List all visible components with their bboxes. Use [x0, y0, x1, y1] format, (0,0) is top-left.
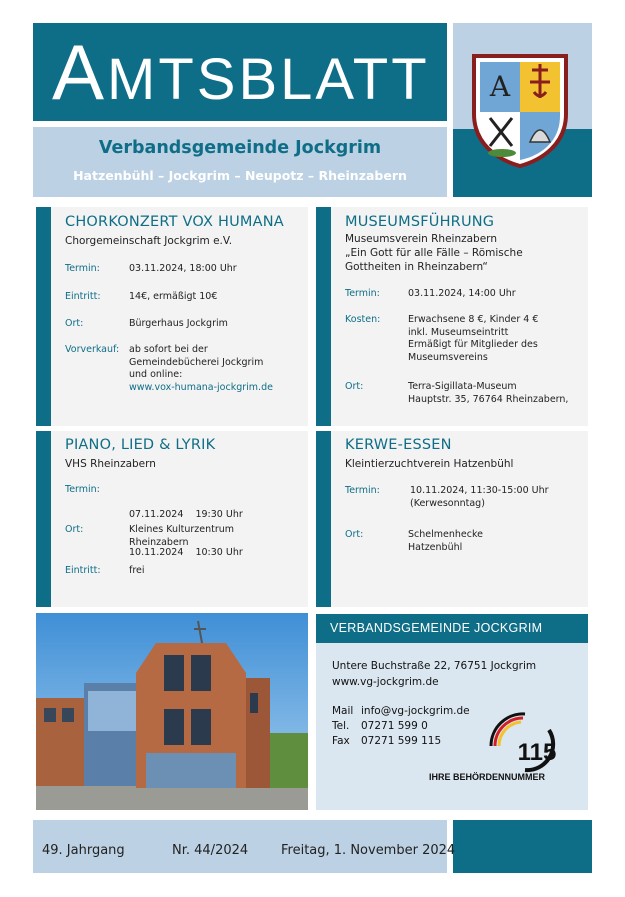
termin-line: 10.11.2024, 11:30-15:00 Uhr: [410, 485, 549, 496]
contact-web[interactable]: www.vg-jockgrim.de: [332, 676, 439, 688]
contact-fax-label: Fax: [332, 735, 350, 747]
contact-address: Untere Buchstraße 22, 76751 Jockgrim: [332, 660, 537, 672]
ort-label: Ort:: [65, 524, 84, 535]
contact-mail[interactable]: info@vg-jockgrim.de: [361, 705, 470, 717]
ort-label: Ort:: [65, 318, 84, 329]
event-organizer: Kleintierzuchtverein Hatzenbühl: [345, 458, 514, 470]
termin-label: Termin:: [65, 263, 100, 274]
event-organizer: [345, 232, 523, 274]
contact-tel-label: Tel.: [332, 720, 350, 732]
masthead-title-initial: A: [52, 28, 108, 116]
termin-line: (Kerwesonntag): [410, 497, 485, 509]
kosten-line: Museumsvereins: [408, 351, 488, 363]
ort-label: Ort:: [345, 381, 364, 392]
masthead-title-rest: MTSBLATT: [107, 47, 430, 112]
ort-value: [129, 524, 234, 549]
card-stripe: [36, 207, 51, 426]
behoerdennummer-115-icon: [425, 708, 585, 784]
ort-label: Ort:: [345, 529, 364, 540]
kosten-value: [408, 314, 538, 364]
termin-value: 03.11.2024, 18:00 Uhr: [129, 263, 237, 274]
organizer-line: Museumsverein Rheinzabern: [345, 233, 497, 245]
card-stripe: [316, 207, 331, 426]
ort-line: Kleines Kulturzentrum: [129, 524, 235, 535]
organizer-line: „Ein Gott für alle Fälle – Römische: [345, 247, 523, 259]
event-organizer: Chorgemeinschaft Jockgrim e.V.: [65, 235, 233, 247]
ort-line: Hatzenbühl: [408, 541, 463, 553]
vorverkauf-line: und online:: [129, 369, 183, 380]
termin-line: 10.11.2024 10:30 Uhr: [129, 546, 243, 558]
vorverkauf-value: [129, 344, 273, 394]
termin-label: Termin:: [345, 485, 380, 496]
ort-value: [408, 529, 483, 554]
ort-line: Rheinzabern: [129, 536, 189, 548]
building-photo: [36, 613, 308, 810]
eintritt-value: frei: [129, 565, 145, 576]
kosten-line: inkl. Museumseintritt: [408, 326, 509, 338]
svg-text:A: A: [489, 70, 511, 103]
event-card-chorkonzert: [36, 207, 308, 426]
event-title: CHORKONZERT VOX HUMANA: [65, 214, 284, 230]
event-card-piano: [36, 431, 308, 607]
kosten-label: Kosten:: [345, 314, 381, 325]
ort-line: Hauptstr. 35, 76764 Rheinzabern,: [408, 393, 569, 405]
card-stripe: [316, 431, 331, 607]
ort-value: Bürgerhaus Jockgrim: [129, 318, 228, 329]
termin-line: 07.11.2024 19:30 Uhr: [129, 509, 243, 520]
contact-heading: VERBANDSGEMEINDE JOCKGRIM: [316, 614, 588, 643]
termin-value: [410, 485, 549, 510]
coat-of-arms-icon: [470, 52, 570, 168]
publisher-name: Verbandsgemeinde Jockgrim: [98, 138, 382, 158]
ort-value: [408, 381, 568, 406]
card-stripe: [36, 431, 51, 607]
event-card-kerwe: [316, 431, 588, 607]
footer-datum: Freitag, 1. November 2024: [281, 843, 456, 858]
event-title: PIANO, LIED & LYRIK: [65, 437, 216, 453]
event-organizer: VHS Rheinzabern: [65, 458, 156, 470]
logo-text: IHRE BEHÖRDENNUMMER: [429, 772, 546, 782]
footer-jahrgang: 49. Jahrgang: [42, 843, 125, 858]
event-card-museumsfuehrung: [316, 207, 588, 426]
ort-line: Schelmenhecke: [408, 529, 483, 540]
kosten-line: Ermäßigt für Mitglieder des: [408, 339, 538, 350]
footer-accent: [453, 820, 592, 873]
contact-tel: 07271 599 0: [361, 720, 428, 732]
vorverkauf-label: Vorverkauf:: [65, 344, 120, 355]
publisher-places: Hatzenbühl – Jockgrim – Neupotz – Rheinzabern: [73, 168, 407, 183]
termin-value: 03.11.2024, 14:00 Uhr: [408, 288, 516, 299]
kosten-line: Erwachsene 8 €, Kinder 4 €: [408, 314, 539, 325]
vorverkauf-link[interactable]: www.vox-humana-jockgrim.de: [129, 381, 273, 393]
termin-label: Termin:: [65, 484, 100, 495]
contact-fax: 07271 599 115: [361, 735, 442, 747]
footer-nummer: Nr. 44/2024: [172, 843, 249, 858]
eintritt-value: 14€, ermäßigt 10€: [129, 291, 218, 302]
logo-number: 115: [517, 739, 557, 766]
masthead-title: [52, 30, 430, 122]
ort-line: Terra-Sigillata-Museum: [408, 381, 517, 392]
contact-mail-label: Mail: [332, 705, 354, 717]
event-title: MUSEUMSFÜHRUNG: [345, 214, 495, 230]
eintritt-label: Eintritt:: [65, 291, 101, 302]
vorverkauf-line: ab sofort bei der: [129, 344, 208, 355]
termin-label: Termin:: [345, 288, 380, 299]
event-title: KERWE-ESSEN: [345, 437, 452, 453]
vorverkauf-line: Gemeindebücherei Jockgrim: [129, 356, 264, 368]
eintritt-label: Eintritt:: [65, 565, 101, 576]
organizer-line: Gottheiten in Rheinzabern“: [345, 261, 488, 273]
